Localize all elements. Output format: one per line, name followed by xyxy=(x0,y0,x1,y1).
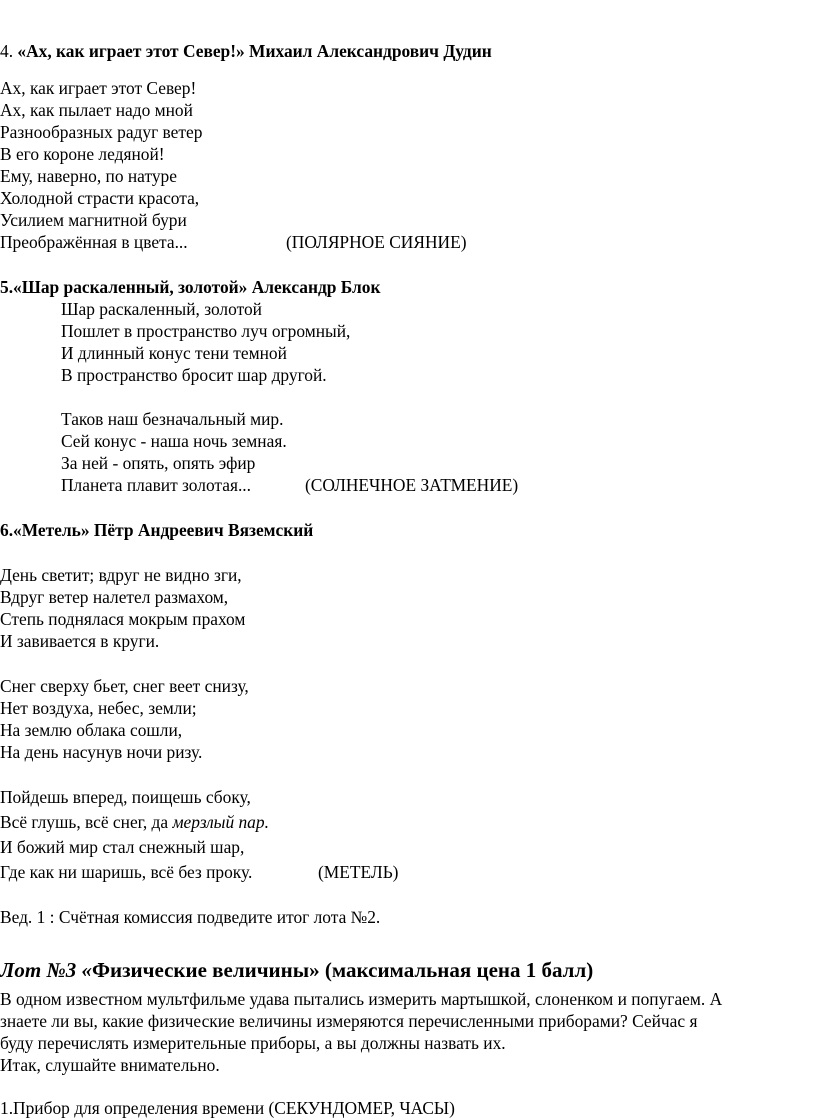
lot-3-intro-line: В одном известном мультфильме удава пытались измерить мартышкой, слоненком и попугаем. А xyxy=(0,989,723,1009)
poem-line: Пошлет в пространство луч огромный, xyxy=(61,321,351,341)
section-5-answer: (СОЛНЕЧНОЕ ЗАТМЕНИЕ) xyxy=(305,475,519,495)
section-6-title: 6.«Метель» Пётр Андреевич Вяземский xyxy=(0,520,314,540)
poem-line: Степь поднялася мокрым прахом xyxy=(0,609,246,629)
poem-line: За ней - опять, опять эфир xyxy=(61,453,256,473)
poem-line: Вдруг ветер налетел размахом, xyxy=(0,587,229,607)
lot-3-prefix: Лот №3 « xyxy=(0,958,92,982)
section-6-answer: (МЕТЕЛЬ) xyxy=(318,862,399,882)
poem-line: Шар раскаленный, золотой xyxy=(61,299,262,319)
poem-line: Сей конус - наша ночь земная. xyxy=(61,431,287,451)
poem-line: Разнообразных радуг ветер xyxy=(0,122,203,142)
lot-3-intro-line: буду перечислять измерительные приборы, а вы должны назвать их. xyxy=(0,1033,506,1053)
poem-line xyxy=(0,811,269,833)
lot-3-intro-line: знаете ли вы, какие физические величины измеряются перечисленными приборами? Сейчас я xyxy=(0,1011,698,1031)
poem-line: И длинный конус тени темной xyxy=(61,343,287,363)
host-remark: Вед. 1 : Счётная комиссия подведите итог лота №2. xyxy=(0,907,381,927)
section-4-number: 4. xyxy=(0,41,14,61)
poem-line-text: Всё глушь, всё снег, да xyxy=(0,812,173,832)
poem-line: Где как ни шаришь, всё без проку. xyxy=(0,862,253,882)
poem-line: Планета плавит золотая... xyxy=(61,475,251,495)
poem-line: В пространство бросит шар другой. xyxy=(61,365,327,385)
section-4-answer: (ПОЛЯРНОЕ СИЯНИЕ) xyxy=(286,232,467,252)
poem-line: Ему, наверно, по натуре xyxy=(0,166,177,186)
lot-3-question-1: 1.Прибор для определения времени (СЕКУНДОМЕР, ЧАСЫ) xyxy=(0,1098,455,1118)
poem-line: Снег сверху бьет, снег веет снизу, xyxy=(0,676,249,696)
poem-line: Ах, как играет этот Север! xyxy=(0,78,197,98)
poem-line: Усилием магнитной бури xyxy=(0,210,187,230)
poem-line: В его короне ледяной! xyxy=(0,144,165,164)
lot-3-heading xyxy=(0,957,593,983)
poem-line: Нет воздуха, небес, земли; xyxy=(0,698,197,718)
poem-line: И завивается в круги. xyxy=(0,631,160,651)
poem-line: Холодной страсти красота, xyxy=(0,188,200,208)
poem-line-italic: мерзлый пар. xyxy=(172,812,269,832)
poem-line: Пойдешь вперед, поищешь сбоку, xyxy=(0,787,251,807)
lot-3-intro-line: Итак, слушайте внимательно. xyxy=(0,1055,220,1075)
poem-line: На землю облака сошли, xyxy=(0,720,183,740)
lot-3-title: Физические величины» (максимальная цена 1 балл) xyxy=(91,958,594,982)
poem-line: Преображённая в цвета... xyxy=(0,232,188,252)
poem-line: Ах, как пылает надо мной xyxy=(0,100,193,120)
poem-line: На день насунув ночи ризу. xyxy=(0,742,203,762)
section-5-title: 5.«Шар раскаленный, золотой» Александр Блок xyxy=(0,277,381,297)
poem-line: Таков наш безначальный мир. xyxy=(61,409,284,429)
poem-line: День светит; вдруг не видно зги, xyxy=(0,565,242,585)
section-4-title: «Ах, как играет этот Север!» Михаил Александрович Дудин xyxy=(17,41,492,61)
section-4-heading xyxy=(0,40,492,62)
poem-line: И божий мир стал снежный шар, xyxy=(0,837,245,857)
